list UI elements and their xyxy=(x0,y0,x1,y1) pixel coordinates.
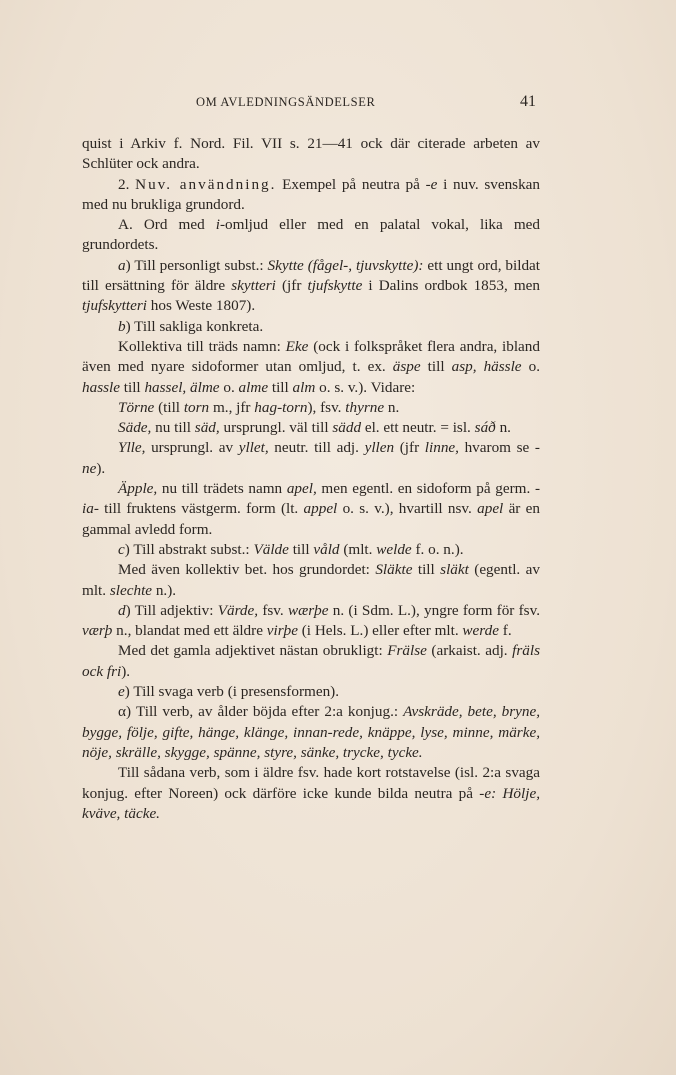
italic-term: hag-torn xyxy=(254,398,308,416)
italic-term: appel xyxy=(303,500,338,518)
text-run: o. s. v.), hvartill nsv. xyxy=(337,500,478,518)
italic-term: asp, hässle xyxy=(451,358,522,376)
text-run: ) Till adjektiv: xyxy=(125,601,218,619)
italic-term: slechte xyxy=(109,581,153,599)
text-run: ett ungt ord, bildat till ersättning för äldre xyxy=(82,256,541,295)
paragraph xyxy=(82,317,540,337)
italic-term: sädd xyxy=(332,419,362,437)
italic-term: släkt xyxy=(440,561,469,579)
italic-term: våld xyxy=(313,540,340,558)
text-run: o. xyxy=(521,358,540,376)
text-run: ), fsv. xyxy=(307,398,346,416)
paragraph xyxy=(82,134,540,175)
text-run: n. xyxy=(495,419,511,437)
paragraph xyxy=(82,337,540,398)
text-run: till xyxy=(119,378,145,396)
paragraph xyxy=(82,438,540,479)
page-header xyxy=(0,95,676,115)
text-run: Med även kollektiv bet. hos grundordet: xyxy=(118,561,376,579)
text-run: n. xyxy=(384,398,400,416)
text-run: n. (i Sdm. L.), yngre form för fsv. xyxy=(328,601,540,619)
italic-term: Eke xyxy=(285,337,309,355)
italic-term: skytteri xyxy=(231,277,276,295)
italic-term: Frälse xyxy=(387,642,427,660)
italic-term: Släkte xyxy=(375,561,413,579)
italic-term: e xyxy=(118,683,125,701)
italic-term: Hölje, kväve, täcke. xyxy=(82,784,540,822)
text-run: quist i Arkiv f. Nord. Fil. VII s. 21—41 ock där citerade arbeten av Schlüter ock andra. xyxy=(82,135,540,173)
italic-term: welde xyxy=(376,540,412,558)
text-run: o. xyxy=(219,378,239,396)
paragraph xyxy=(82,682,540,702)
paragraph xyxy=(82,540,540,560)
italic-term: c xyxy=(118,540,125,558)
text-run: Till sådana verb, som i äldre fsv. hade kort rotstavelse (isl. 2:a svaga konjug. efter Noreen) ock därföre icke kunde bilda neutra på xyxy=(82,764,540,802)
paragraph xyxy=(82,215,540,256)
paragraph xyxy=(82,641,540,682)
italic-term: Skytte (fågel-, tjuvskytte): xyxy=(267,256,424,274)
italic-term: yllet, xyxy=(238,439,269,457)
text-run: i Dalins ordbok 1853, men xyxy=(362,277,540,295)
text-run: Med det gamla adjektivet nästan obrukligt: xyxy=(118,642,388,660)
italic-term: Välde xyxy=(253,540,289,558)
paragraph xyxy=(82,702,540,763)
text-run: i nuv. svenskan med nu brukliga grundord. xyxy=(82,175,540,213)
text-run: (arkaist. adj. xyxy=(426,642,513,660)
italic-term: apel, xyxy=(286,480,317,498)
text-run: f. o. n.). xyxy=(411,540,464,558)
text-run: Exempel på neutra på xyxy=(276,175,426,193)
italic-term: -ia- xyxy=(82,480,540,518)
text-run: (till xyxy=(154,398,184,416)
paragraph xyxy=(82,479,540,540)
text-run: ursprungl. väl till xyxy=(219,419,333,437)
italic-term: Ylle, xyxy=(118,439,146,457)
text-run: 2. xyxy=(118,175,136,193)
italic-term: hassle xyxy=(82,378,120,396)
text-run: till xyxy=(412,561,441,579)
text-run: ) Till sakliga konkreta. xyxy=(125,317,264,335)
italic-term: linne, xyxy=(424,439,459,457)
italic-term: b xyxy=(118,317,126,335)
italic-term: alme xyxy=(238,378,269,396)
italic-term: Äpple, xyxy=(118,480,158,498)
running-title: OM AVLEDNINGSÄNDELSER xyxy=(196,95,376,109)
italic-term: virþe xyxy=(266,622,298,640)
text-run: m., jfr xyxy=(209,398,255,416)
italic-term: Säde, xyxy=(118,419,152,437)
italic-term: tjufskytteri xyxy=(82,297,147,315)
text-run: n., blandat med ett äldre xyxy=(112,622,267,640)
body-text xyxy=(82,134,540,824)
paragraph xyxy=(82,763,540,824)
italic-term: yllen xyxy=(364,439,395,457)
text-run: α) Till verb, av ålder böjda efter 2:a konjug.: xyxy=(118,703,404,721)
italic-term: werde xyxy=(462,622,499,640)
text-run: till xyxy=(268,378,293,396)
paragraph xyxy=(82,601,540,642)
text-run: Kollektiva till träds namn: xyxy=(118,337,286,355)
text-run: till fruktens västgerm. form (lt. xyxy=(98,500,304,518)
text-run: n.). xyxy=(152,581,177,599)
text-run: hvarom se xyxy=(458,439,535,457)
text-run: (jfr xyxy=(394,439,425,457)
italic-term: hassel, älme xyxy=(144,378,220,396)
text-run: till xyxy=(420,358,452,376)
text-run: (egentl. av mlt. xyxy=(82,561,540,599)
text-run: Nuv. användning. xyxy=(135,175,277,193)
text-run: ). xyxy=(96,459,106,477)
text-run: är en gammal avledd form. xyxy=(82,500,540,538)
italic-term: i xyxy=(215,216,220,234)
italic-term: wærþe xyxy=(287,601,329,619)
text-run: (mlt. xyxy=(339,540,377,558)
paragraph xyxy=(82,418,540,438)
italic-term: Avskräde, bete, bryne, bygge, följe, gifte, hänge, klänge, innan-rede, knäppe, lyse, minne, märke, nöje, skrälle, skygge, spänne, styre, sänke, trycke, tycke. xyxy=(82,703,540,761)
paragraph xyxy=(82,560,540,601)
text-run: ) Till svaga verb (i presensformen). xyxy=(124,683,340,701)
italic-term: Värde, xyxy=(217,601,259,619)
italic-term: a xyxy=(118,256,126,274)
italic-term: d xyxy=(118,601,126,619)
text-run: neutr. till adj. xyxy=(268,439,365,457)
italic-term: -e xyxy=(425,175,438,193)
text-run: fsv. xyxy=(258,601,288,619)
text-run: ) Till abstrakt subst.: xyxy=(124,540,254,558)
italic-term: apel xyxy=(477,500,504,518)
text-run: (ock i folkspråket flera andra, ibland även med nyare sidoformer utan omljud, t. ex. xyxy=(82,337,540,376)
text-run: ) Till personligt subst.: xyxy=(125,256,268,274)
italic-term: thyrne xyxy=(345,398,385,416)
text-run: A. Ord med xyxy=(118,216,216,234)
italic-term: torn xyxy=(183,398,210,416)
italic-term: -e: xyxy=(479,784,497,802)
italic-term: tjufskytte xyxy=(307,277,363,295)
italic-term: værþ xyxy=(82,622,113,640)
page-number: 41 xyxy=(520,93,536,110)
text-run: o. s. v.). Vidare: xyxy=(315,378,416,396)
italic-term: alm xyxy=(292,378,316,396)
italic-term: säd, xyxy=(194,419,220,437)
text-run: ). xyxy=(121,662,131,680)
paragraph xyxy=(82,398,540,418)
paragraph xyxy=(82,175,540,216)
paragraph xyxy=(82,256,540,317)
text-run: hos Weste 1807). xyxy=(146,297,256,315)
text-run: (jfr xyxy=(275,277,308,295)
italic-term: -ne xyxy=(82,439,540,477)
italic-term: Törne xyxy=(118,398,155,416)
text-run: -omljud eller med en palatal vokal, lika med grundordets. xyxy=(82,216,540,254)
italic-term: sáð xyxy=(474,419,496,437)
italic-term: fräls ock fri xyxy=(82,642,540,680)
text-run: men egentl. en sidoform på germ. xyxy=(316,480,535,498)
text-run: ursprungl. av xyxy=(145,439,239,457)
text-run: (i Hels. L.) eller efter mlt. xyxy=(297,622,463,640)
text-run: f. xyxy=(498,622,512,640)
text-run: el. ett neutr. = isl. xyxy=(361,419,475,437)
italic-term: äspe xyxy=(392,358,421,376)
text-run: till xyxy=(288,540,314,558)
text-run: nu till xyxy=(151,419,195,437)
text-run: nu till trädets namn xyxy=(157,480,287,498)
